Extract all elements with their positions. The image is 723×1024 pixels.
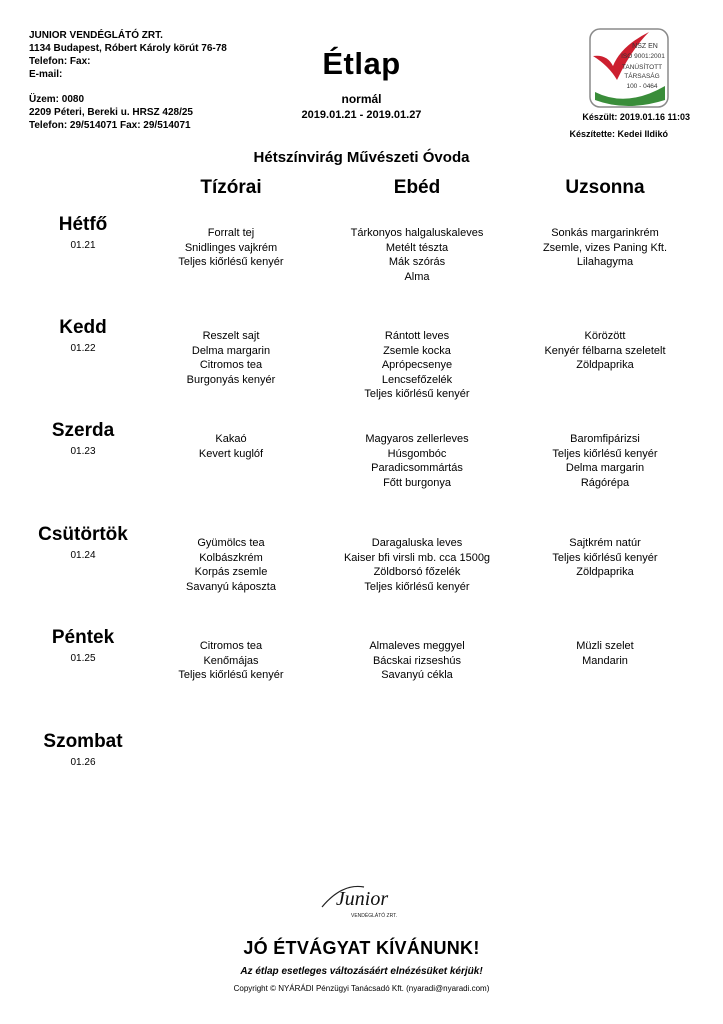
menu-item: Alma — [404, 270, 430, 283]
day-name: Péntek — [51, 627, 115, 648]
menu-item: Daragaluska leves — [371, 537, 463, 549]
menu-item: Húsgombóc — [387, 447, 447, 460]
apology-note: Az étlap esetleges változásáért elnézésüket kérjük! — [240, 966, 483, 977]
menu-item: Teljes kiőrlésű kenyér — [552, 551, 658, 564]
company-email: E-mail: — [29, 69, 63, 80]
menu-item: Citromos tea — [199, 640, 263, 652]
bon-appetit-message: JÓ ÉTVÁGYAT KÍVÁNUNK! — [243, 938, 480, 958]
created-by: Készítette: Kedei Ildikó — [569, 129, 668, 139]
menu-item: Kevert kuglóf — [198, 447, 264, 460]
menu-item: Főtt burgonya — [383, 476, 451, 489]
page-title: Étlap — [322, 46, 401, 81]
menu-item: Mák szórás — [388, 256, 446, 269]
menu-cell-ebed — [307, 432, 527, 490]
menu-item: Korpás zsemle — [194, 566, 268, 579]
badge-line-2: ISO 9001:2001 — [621, 53, 665, 60]
menu-item: Körözött — [584, 330, 626, 342]
menu-item: Müzli szelet — [576, 640, 634, 652]
menu-cell-uzsonna — [495, 639, 715, 668]
menu-item: Teljes kiőrlésű kenyér — [552, 447, 658, 460]
menu-item: Reszelt sajt — [202, 330, 260, 342]
menu-item: Snidlinges vajkrém — [184, 241, 278, 254]
date-range: 2019.01.21 - 2019.01.27 — [301, 109, 422, 121]
menu-item: Gyümölcs tea — [197, 537, 265, 549]
menu-item: Teljes kiőrlésű kenyér — [178, 256, 284, 269]
menu-item: Rágórépa — [580, 476, 630, 489]
menu-item: Kolbászkrém — [199, 551, 263, 564]
day-name: Hétfő — [58, 214, 108, 235]
day-date: 01.21 — [70, 240, 96, 251]
day-date: 01.24 — [70, 550, 96, 561]
menu-cell-ebed — [307, 536, 527, 594]
menu-cell-uzsonna — [495, 226, 715, 270]
day-date: 01.23 — [70, 446, 96, 457]
day-date: 01.25 — [70, 653, 96, 664]
menu-item: Zsemle kocka — [383, 344, 451, 357]
badge-line-3: TANÚSÍTOTT — [621, 64, 663, 71]
menu-item: Forralt tej — [207, 227, 255, 239]
menu-item: Sonkás margarinkrém — [551, 227, 659, 239]
menu-item: Kaiser bfi virsli mb. cca 1500g — [343, 551, 491, 564]
badge-line-1: NSZ EN — [632, 43, 658, 50]
menu-item: Rántott leves — [384, 330, 450, 342]
menu-item: Baromfipárizsi — [570, 433, 640, 445]
menu-item: Lencsefőzelék — [381, 373, 453, 386]
school-name: Hétszínvirág Művészeti Óvoda — [253, 149, 470, 166]
menu-item: Zöldpaprika — [576, 359, 634, 372]
menu-item: Teljes kiőrlésű kenyér — [364, 580, 470, 593]
menu-item: Kakaó — [215, 433, 247, 445]
menu-item: Teljes kiőrlésű kenyér — [178, 669, 284, 682]
menu-item: Zöldpaprika — [576, 566, 634, 579]
menu-cell-ebed — [307, 226, 527, 284]
column-header-uzsonna: Uzsonna — [565, 177, 645, 198]
menu-item: Mandarin — [582, 654, 628, 667]
menu-item: Almaleves meggyel — [369, 640, 465, 652]
junior-logo — [312, 877, 412, 922]
menu-item: Kenyér félbarna szeletelt — [544, 344, 666, 357]
plant-phone: Telefon: 29/514071 Fax: 29/514071 — [29, 120, 191, 131]
menu-cell-ebed — [307, 639, 527, 683]
menu-cell-uzsonna — [495, 432, 715, 490]
menu-item: Paradicsommártás — [371, 462, 463, 475]
menu-item: Aprópecsenye — [381, 359, 453, 372]
menu-item: Magyaros zellerleves — [365, 433, 469, 445]
menu-item: Savanyú káposzta — [186, 580, 276, 593]
company-name: JUNIOR VENDÉGLÁTÓ ZRT. — [29, 30, 163, 41]
menu-item: Tárkonyos halgaluskaleves — [350, 227, 484, 239]
iso-certification-badge — [587, 26, 671, 110]
day-name: Csütörtök — [38, 524, 128, 545]
menu-item: Savanyú cékla — [381, 669, 453, 682]
menu-item: Teljes kiőrlésű kenyér — [364, 388, 470, 401]
logo-subtext: VENDÉGLÁTÓ ZRT. — [350, 913, 398, 919]
menu-cell-ebed — [307, 329, 527, 402]
company-phone: Telefon: Fax: — [29, 56, 91, 67]
menu-item: Delma margarin — [565, 462, 645, 475]
menu-cell-uzsonna — [495, 329, 715, 373]
menu-item: Bácskai rizseshús — [372, 654, 462, 667]
day-label — [13, 731, 153, 768]
day-date: 01.26 — [70, 757, 96, 768]
menu-item: Burgonyás kenyér — [186, 373, 276, 386]
menu-item: Lilahagyma — [576, 256, 634, 269]
menu-cell-uzsonna — [495, 536, 715, 580]
menu-item: Delma margarin — [191, 344, 271, 357]
day-name: Szombat — [43, 731, 123, 752]
day-name: Kedd — [59, 317, 107, 338]
column-header-tizorai: Tízórai — [200, 177, 262, 198]
company-address: 1134 Budapest, Róbert Károly körút 76-78 — [29, 43, 227, 54]
plant-address: 2209 Péteri, Bereki u. HRSZ 428/25 — [29, 107, 193, 118]
created-date: Készült: 2019.01.16 11:03 — [582, 112, 690, 122]
plant-id: Üzem: 0080 — [29, 94, 85, 105]
menu-item: Sajtkrém natúr — [569, 537, 641, 549]
menu-item: Metélt tészta — [385, 241, 449, 254]
badge-line-4: TÁRSASÁG — [624, 73, 660, 80]
menu-item: Citromos tea — [199, 359, 263, 372]
day-date: 01.22 — [70, 343, 96, 354]
menu-item: Kenőmájas — [203, 654, 259, 667]
menu-item: Zöldborsó főzelék — [373, 566, 461, 579]
badge-line-5: 100 - 0464 — [626, 83, 658, 90]
day-name: Szerda — [51, 420, 115, 441]
column-header-ebed: Ebéd — [393, 177, 441, 198]
logo-text: Junior — [335, 888, 389, 910]
menu-type: normál — [341, 92, 382, 106]
copyright-notice: Copyright © NYÁRÁDI Pénzügyi Tanácsadó Kft. (nyaradi@nyaradi.com) — [233, 984, 490, 993]
menu-item: Zsemle, vizes Paning Kft. — [542, 241, 668, 254]
